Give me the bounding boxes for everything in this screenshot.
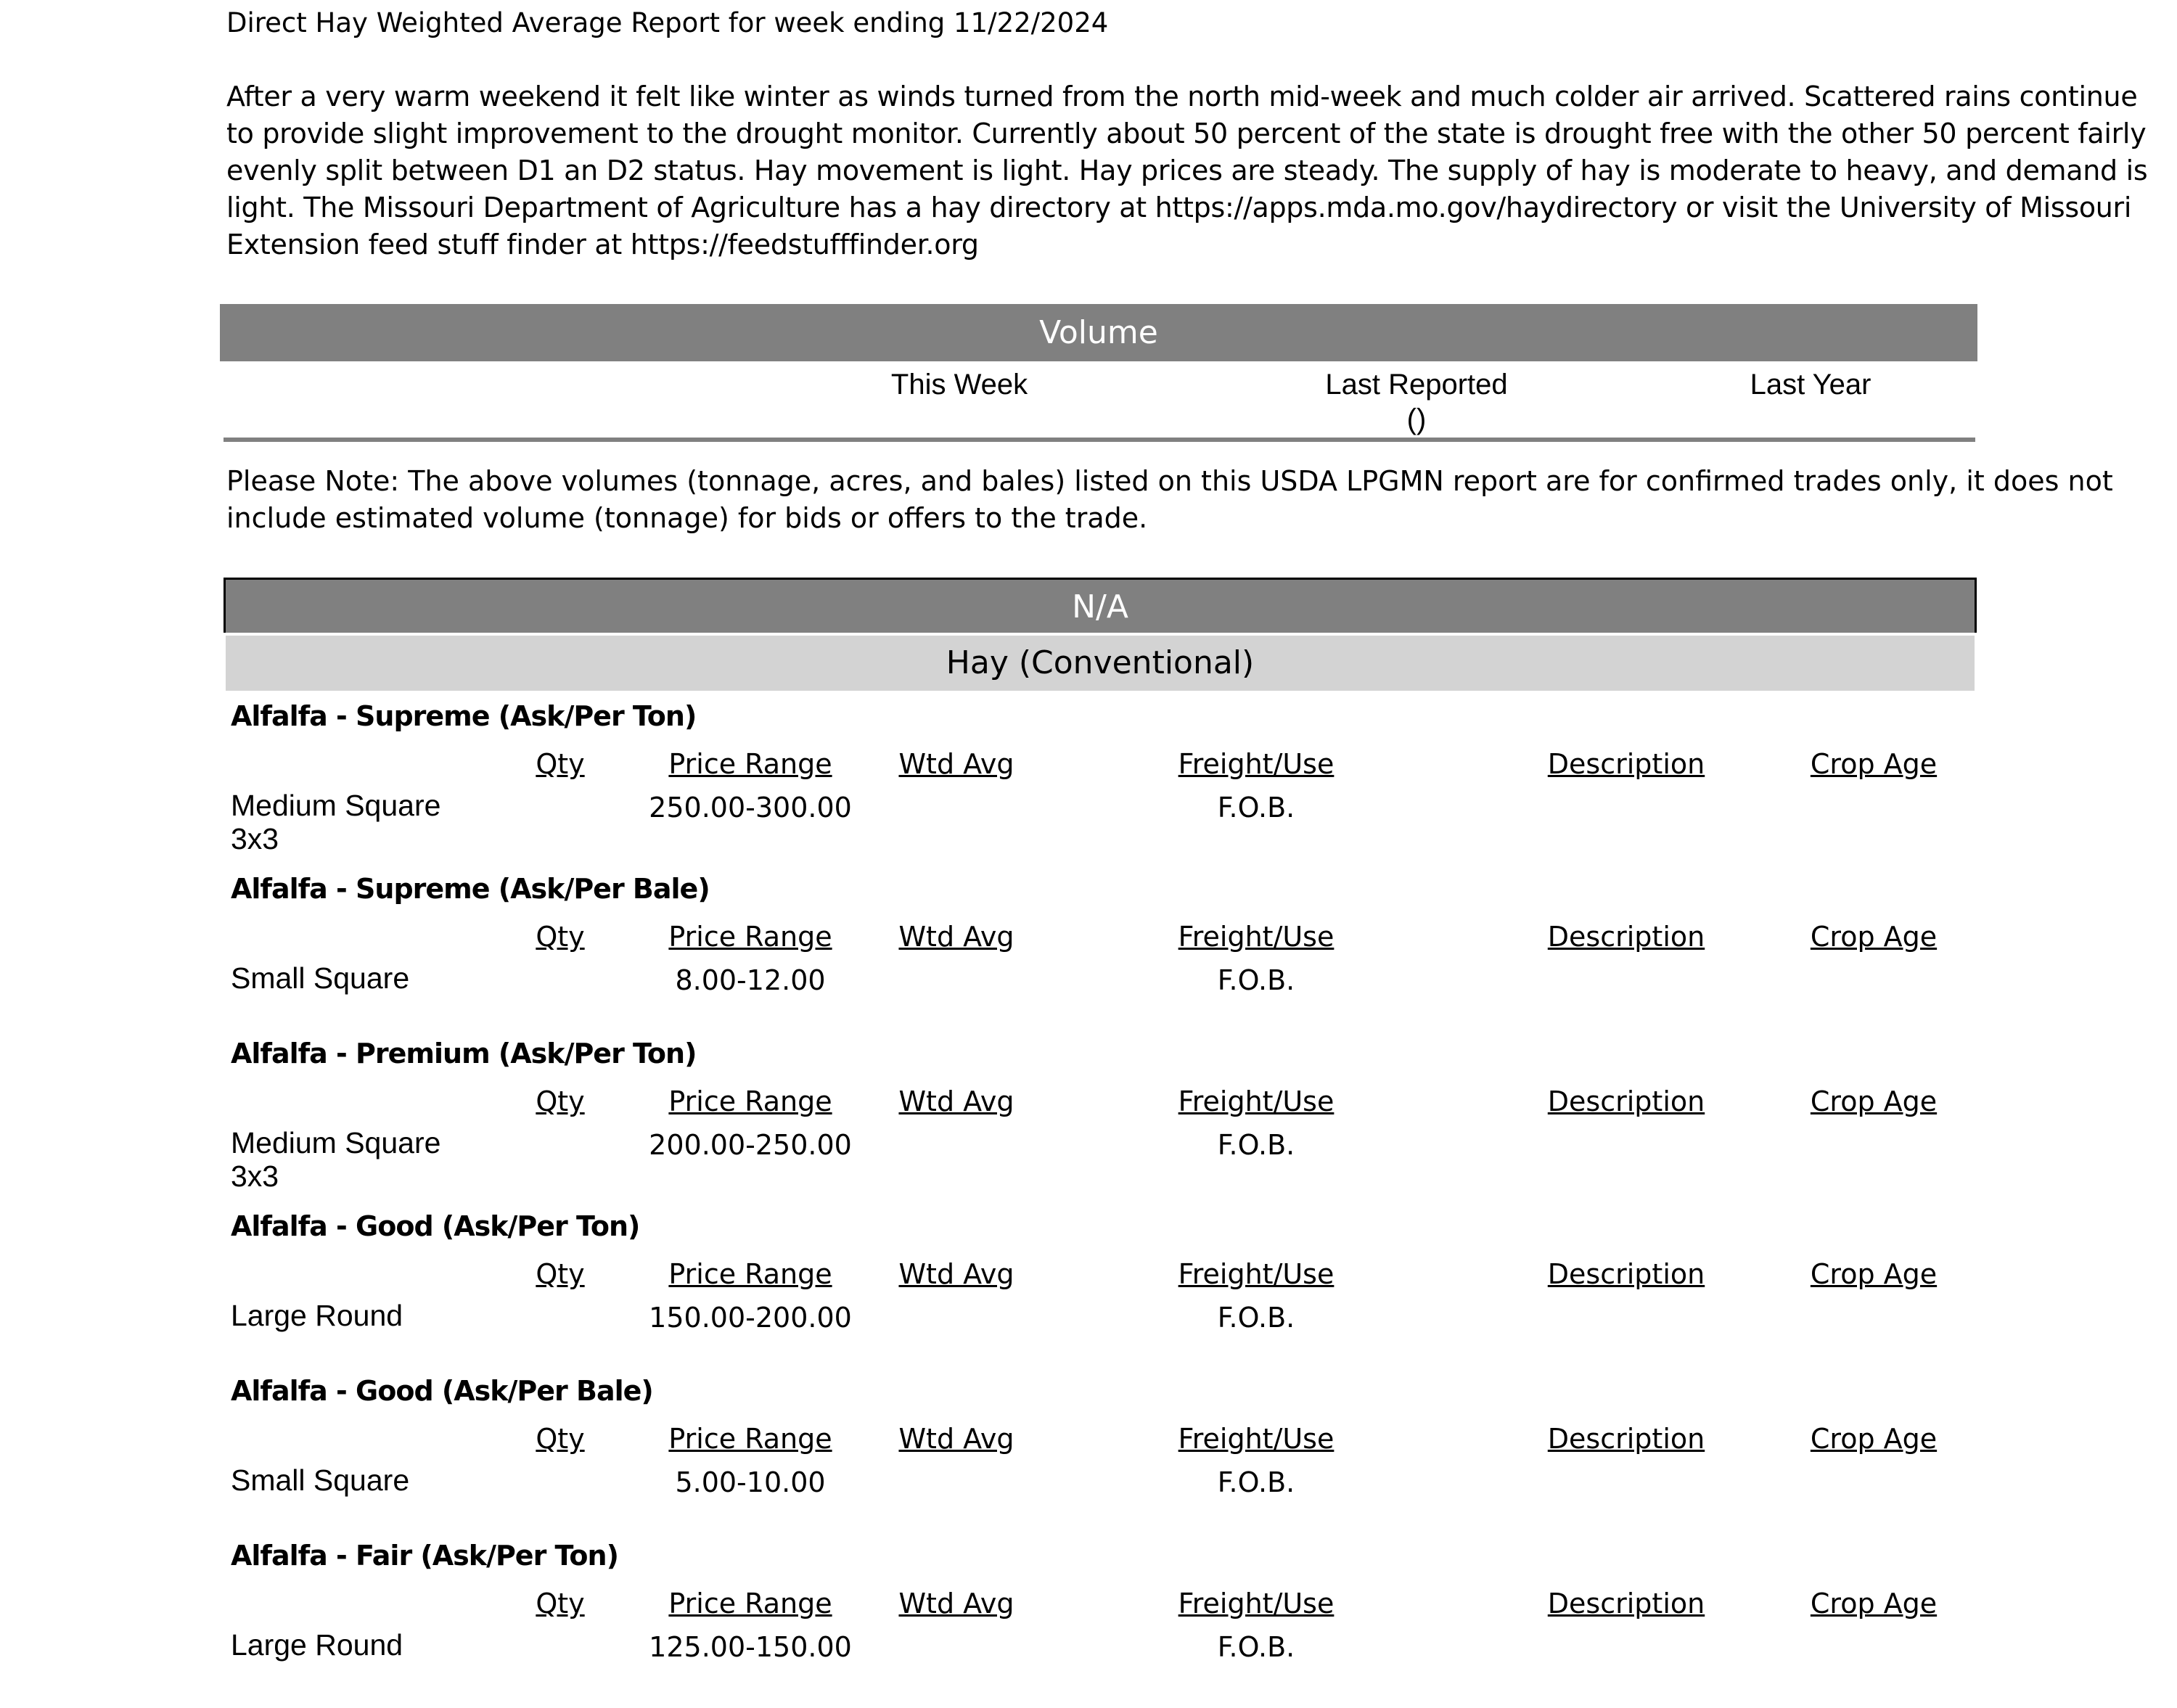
crop-age-header: Crop Age [1810,1085,1938,1117]
qty-header: Qty [536,921,585,953]
freight-value: F.O.B. [1217,1466,1295,1498]
description-header: Description [1547,748,1705,780]
price-range-value: 5.00-10.00 [675,1466,826,1498]
qty-header: Qty [536,1258,585,1290]
price-range-value: 250.00-300.00 [649,792,852,824]
intro-line: to provide slight improvement to the drought monitor. Currently about 50 percent of the state is drought free with the other 50 percent fairly [226,118,2147,149]
price-range-header: Price Range [668,1085,832,1117]
section-header: N/A [224,578,1977,633]
hay-item [231,1299,403,1332]
intro-line: light. The Missouri Department of Agriculture has a hay directory at https://apps.mda.mo.gov/haydirectory or visit the University of Missouri [226,192,2132,223]
price-range-value: 125.00-150.00 [649,1631,852,1663]
wtd-avg-header: Wtd Avg [898,1258,1014,1290]
qty-header: Qty [536,1085,585,1117]
freight-header: Freight/Use [1178,1085,1335,1117]
freight-value: F.O.B. [1217,1631,1295,1663]
category-title: Alfalfa - Supreme (Ask/Per Bale) [231,873,710,905]
crop-age-header: Crop Age [1810,1423,1938,1455]
wtd-avg-header: Wtd Avg [898,1423,1014,1455]
qty-header: Qty [536,1588,585,1619]
hay-item-line: 3x3 [231,1159,279,1193]
wtd-avg-header: Wtd Avg [898,1588,1014,1619]
hay-item-line: Large Round [231,1299,403,1332]
price-range-value: 200.00-250.00 [649,1129,852,1161]
hay-item-line: Medium Square [231,789,441,822]
volume-this-week-label: This Week [890,369,1028,401]
price-range-header: Price Range [668,1588,832,1619]
hay-item [231,789,440,855]
hay-item-line: Small Square [231,961,410,995]
qty-header: Qty [536,1423,585,1455]
category-title: Alfalfa - Good (Ask/Per Bale) [231,1375,653,1407]
volume-last-reported-label: Last Reported [1325,369,1508,401]
intro-paragraph [226,78,2148,263]
wtd-avg-header: Wtd Avg [898,1085,1014,1117]
note-line: include estimated volume (tonnage) for bids or offers to the trade. [226,502,1148,534]
category-title: Alfalfa - Good (Ask/Per Ton) [231,1210,640,1242]
price-range-header: Price Range [668,1258,832,1290]
price-range-header: Price Range [668,748,832,780]
wtd-avg-header: Wtd Avg [898,921,1014,953]
volume-divider [224,438,1975,442]
hay-item [231,1628,403,1662]
category-title: Alfalfa - Premium (Ask/Per Ton) [231,1038,697,1069]
freight-value: F.O.B. [1217,1129,1295,1161]
freight-value: F.O.B. [1217,1302,1295,1334]
note-line: Please Note: The above volumes (tonnage, acres, and bales) listed on this USDA LPGMN report are for confirmed trades only, it does not [226,465,2113,497]
description-header: Description [1547,1423,1705,1455]
hay-item-line: Medium Square [231,1126,441,1159]
price-range-value: 150.00-200.00 [649,1302,852,1334]
subsection-header: Hay (Conventional) [226,636,1975,691]
hay-item [231,1463,409,1497]
hay-item [231,961,409,995]
wtd-avg-header: Wtd Avg [898,748,1014,780]
crop-age-header: Crop Age [1810,748,1938,780]
intro-line: After a very warm weekend it felt like winter as winds turned from the north mid-week and much colder air arrived. Scattered rains continue [226,81,2138,112]
price-range-header: Price Range [668,1423,832,1455]
freight-value: F.O.B. [1217,792,1295,824]
description-header: Description [1547,921,1705,953]
price-range-value: 8.00-12.00 [675,964,826,996]
crop-age-header: Crop Age [1810,1588,1938,1619]
hay-item-line: 3x3 [231,822,279,855]
hay-item-line: Large Round [231,1628,403,1662]
hay-item-line: Small Square [231,1463,410,1497]
volume-note [226,463,2113,537]
freight-header: Freight/Use [1178,748,1335,780]
freight-header: Freight/Use [1178,1588,1335,1619]
freight-value: F.O.B. [1217,964,1295,996]
intro-line: Extension feed stuff finder at https://feedstufffinder.org [226,229,979,260]
volume-last-year-label: Last Year [1750,369,1871,401]
volume-header: Volume [220,304,1977,361]
freight-header: Freight/Use [1178,921,1335,953]
crop-age-header: Crop Age [1810,921,1938,953]
description-header: Description [1547,1588,1705,1619]
qty-header: Qty [536,748,585,780]
category-title: Alfalfa - Supreme (Ask/Per Ton) [231,700,697,732]
description-header: Description [1547,1085,1705,1117]
description-header: Description [1547,1258,1705,1290]
price-range-header: Price Range [668,921,832,953]
freight-header: Freight/Use [1178,1423,1335,1455]
hay-item [231,1126,440,1193]
crop-age-header: Crop Age [1810,1258,1938,1290]
category-title: Alfalfa - Fair (Ask/Per Ton) [231,1540,618,1572]
freight-header: Freight/Use [1178,1258,1335,1290]
intro-line: evenly split between D1 an D2 status. Hay movement is light. Hay prices are steady. The supply of hay is moderate to heavy, and demand is [226,155,2148,186]
report-title: Direct Hay Weighted Average Report for week ending 11/22/2024 [226,7,1109,38]
volume-last-reported-date: () [1406,403,1427,435]
